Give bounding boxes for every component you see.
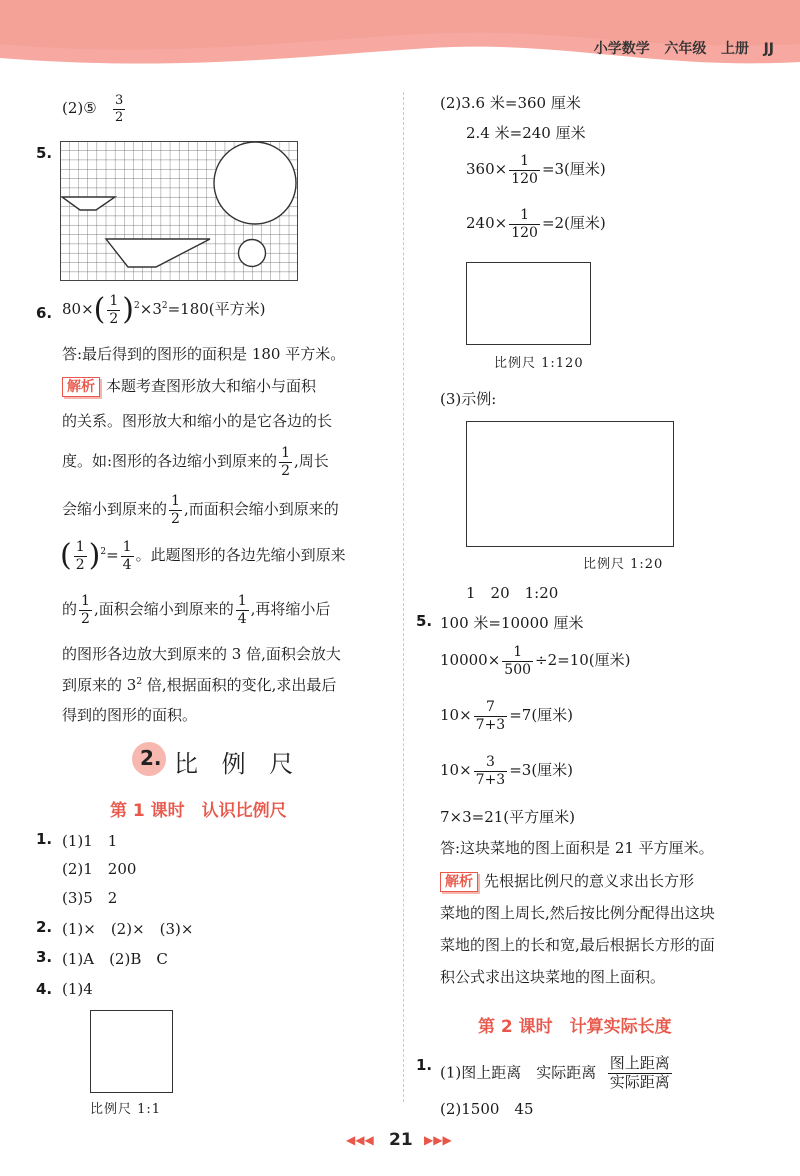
r3-label: (3)示例: — [440, 390, 497, 408]
analysis2-l1: 解析 先根据比例尺的意义求出长方形 — [440, 870, 694, 892]
q4-2-fraction: $\frac{3}{2}$ — [115, 93, 124, 125]
q5-number: 5. — [36, 144, 53, 162]
section-number: 2. — [140, 746, 162, 770]
analysis1-l5: ( $\frac{1}{2}$ )$^2$= $\frac{1}{4}$ 。此题图形的各边先缩小到原来 — [60, 538, 346, 574]
prev-arrows-icon: ◀◀◀ — [346, 1133, 374, 1147]
l1-1: (1)1 1 — [62, 832, 118, 850]
r3-answer: 1 20 1:20 — [466, 584, 559, 602]
l1-2: (2)1 200 — [62, 860, 137, 878]
r2-line2: 2.4 米=240 厘米 — [466, 124, 586, 142]
analysis-tag: 解析 — [62, 377, 100, 397]
r5-answer: 答:这块菜地的图上面积是 21 平方厘米。 — [440, 839, 714, 857]
r5-line5: 7×3=21(平方厘米) — [440, 808, 576, 826]
r5-line2: 10000× $\frac{1}{500}$ ÷2=10(厘米) — [440, 644, 631, 678]
next-arrows-icon: ▶▶▶ — [424, 1133, 452, 1147]
header-info — [594, 38, 774, 58]
large-circle-shape — [214, 142, 296, 224]
l3-number: 3. — [36, 948, 53, 966]
header-edition: JJ — [763, 41, 774, 57]
analysis2-l2: 菜地的图上周长,然后按比例分配得出这块 — [440, 904, 715, 922]
header-volume: 上册 — [720, 41, 749, 57]
q5-grid-figure — [60, 141, 298, 281]
header-subject: 小学数学 — [593, 41, 650, 57]
rect-figure-1-20 — [466, 421, 674, 547]
analysis1-l1: 解析 本题考查图形放大和缩小与面积 — [62, 375, 316, 397]
analysis1-l6: 的 $\frac{1}{2}$ ,面积会缩小到原来的 $\frac{1}{4}$ ,再将缩小后 — [62, 593, 331, 627]
l4-caption: 比例尺 1:1 — [90, 1102, 162, 1117]
analysis1-l7: 的图形各边放大到原来的 3 倍,面积会放大 — [62, 645, 341, 663]
small-circle-shape — [239, 240, 266, 267]
analysis1-l4: 会缩小到原来的 $\frac{1}{2}$ ,而面积会缩小到原来的 — [62, 493, 339, 527]
l4-square-figure — [90, 1010, 173, 1093]
s1-number: 1. — [416, 1056, 433, 1074]
section-title: 比 例 尺 — [174, 750, 302, 778]
caption-1-120: 比例尺 1:120 — [494, 356, 584, 371]
l3-answers: (1)A (2)B C — [62, 950, 168, 968]
analysis1-l2: 的关系。图形放大和缩小的是它各边的长 — [62, 412, 333, 430]
analysis2-l4: 积公式求出这块菜地的图上面积。 — [440, 968, 666, 986]
q4-2-line — [62, 94, 127, 124]
caption-1-20: 比例尺 1:20 — [583, 557, 664, 572]
l2-answers: (1)× (2)× (3)× — [62, 920, 194, 938]
l4-answer: (1)4 — [62, 980, 93, 998]
l4-number: 4. — [36, 980, 53, 998]
r5-line1: 100 米=10000 厘米 — [440, 614, 584, 632]
column-divider — [403, 92, 404, 1102]
analysis-tag-2: 解析 — [440, 872, 478, 892]
q6-answer: 答:最后得到的图形的面积是 180 平方米。 — [62, 345, 346, 363]
lesson1-title: 第 1 课时 认识比例尺 — [110, 801, 287, 821]
s1-line1: (1)图上距离 实际距离 $\frac{\text{图上距离}}{\text{实际距离}}$ — [440, 1054, 670, 1091]
header-grade: 六年级 — [664, 41, 707, 57]
page-number: 21 — [389, 1130, 413, 1150]
l1-number: 1. — [36, 830, 53, 848]
r2-line3: 360× $\frac{1}{120}$ =3(厘米) — [466, 153, 606, 187]
analysis2-l3: 菜地的图上的长和宽,最后根据长方形的面 — [440, 936, 715, 954]
r5-number: 5. — [416, 612, 433, 630]
analysis1-l3: 度。如:图形的各边缩小到原来的 $\frac{1}{2}$ ,周长 — [62, 445, 329, 479]
analysis1-l8: 到原来的 $3^2$ 倍,根据面积的变化,求出最后 — [62, 676, 337, 694]
q6-expression: 80×( $\frac{1}{2}$ )$^2\times 3^2=180$(平方米) — [62, 292, 266, 328]
l1-3: (3)5 2 — [62, 889, 118, 907]
r2-line4: 240× $\frac{1}{120}$ =2(厘米) — [466, 207, 606, 241]
s1-line2: (2)1500 45 — [440, 1100, 534, 1118]
l2-number: 2. — [36, 918, 53, 936]
lesson2-title: 第 2 课时 计算实际长度 — [478, 1017, 672, 1037]
r5-line4: 10× $\frac{3}{7+3}$ =3(厘米) — [440, 754, 574, 788]
r5-line3: 10× $\frac{7}{7+3}$ =7(厘米) — [440, 699, 574, 733]
analysis1-l9: 得到的图形的面积。 — [62, 706, 198, 724]
q6-number: 6. — [36, 304, 53, 322]
r2-line1: (2)3.6 米=360 厘米 — [440, 94, 581, 112]
rect-figure-1-120 — [466, 262, 591, 345]
q4-2-prefix: (2)⑤ — [62, 99, 97, 118]
